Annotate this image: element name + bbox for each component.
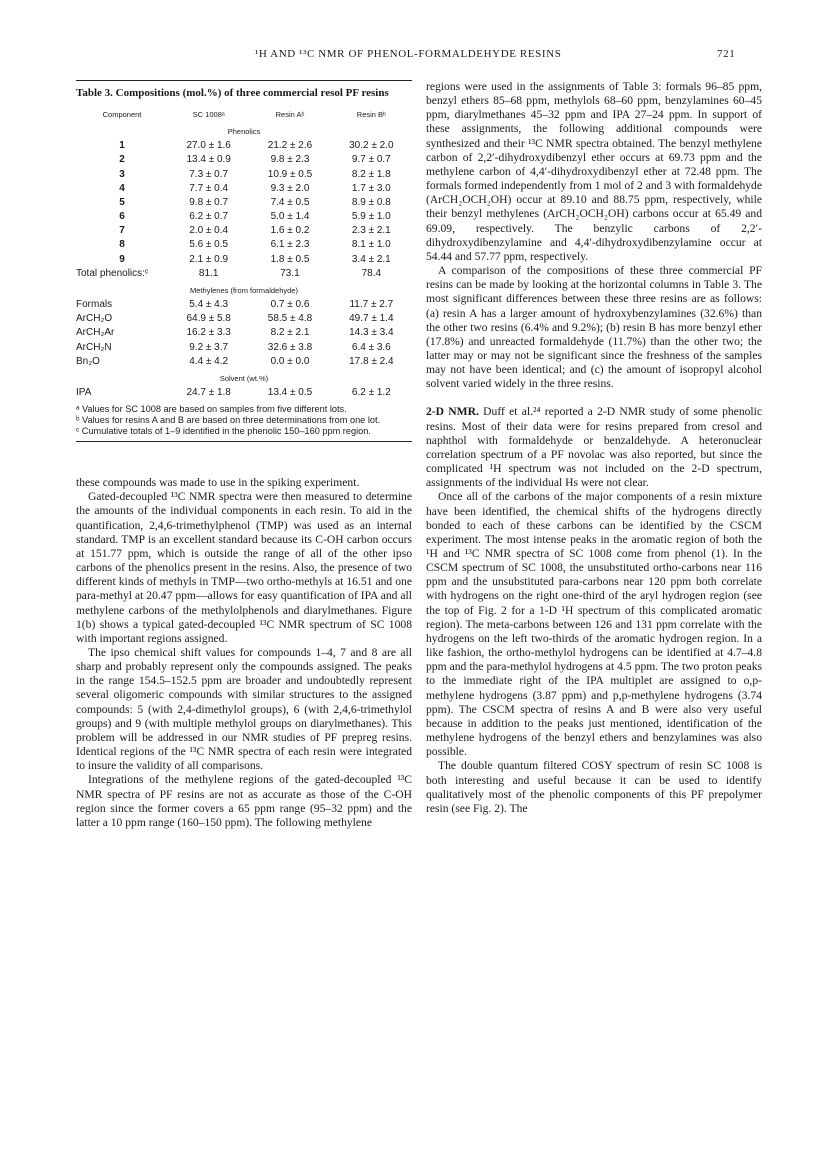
row-label: Total phenolics:ᶜ bbox=[76, 267, 149, 279]
section-2d-paragraph bbox=[426, 405, 762, 490]
table-row bbox=[76, 253, 412, 267]
paragraph: A comparison of the compositions of these three commercial PF resins can be made by looking at the horizontal columns in Table 3. The most significant differences between these three resins are as follows: (a) resin A has a larger amount of hydroxybenzylamines (32.6%) than the other two resins (6.4% and 9.2%); (b) resin B has more benzyl ether (17.8%) and unreacted formaldehyde (11.7%) than the other two; the latter may or may not be significant since the freshness of the samples may not have been identical; and (c) the amount of isopropyl alcohol solvent varied widely in the three resins. bbox=[426, 264, 762, 391]
paragraph: Gated-decoupled ¹³C NMR spectra were then measured to determine the amounts of the individual components in each resin. To aid in the quantification, 2,4,6-trimethylphenol (TMP) was used as an internal standard. TMP is an excellent standard because its C-OH carbon occurs at 151.77 ppm, which is outside the range of all of the other ipso carbons of the phenolics present in the resins. Also, the presence of two different kinds of methyls in TMP—two ortho-methyls at 16.51 and one para-methyl at 20.47 ppm—allows for easy quantification of IPA and all methylene carbons of the methylolphenols and diarylmethanes. Figure 1(b) shows a typical gated-decoupled ¹³C NMR spectrum of SC 1008 with important regions assigned. bbox=[76, 490, 412, 645]
table-row bbox=[76, 168, 412, 182]
table-cell: 81.1 bbox=[198, 267, 219, 279]
row-label: 3 bbox=[119, 168, 125, 180]
running-title: ¹H AND ¹³C NMR OF PHENOL-FORMALDEHYDE RESINS bbox=[255, 48, 562, 60]
table-cell: 9.8 ± 0.7 bbox=[189, 196, 229, 208]
left-column bbox=[76, 80, 412, 830]
row-label: 2 bbox=[119, 154, 125, 166]
table-cell: 11.7 ± 2.7 bbox=[349, 299, 394, 311]
section-label: Phenolics bbox=[227, 127, 261, 137]
row-label: ArCH₂Ar bbox=[76, 327, 115, 339]
table-cell: 13.4 ± 0.9 bbox=[186, 154, 231, 166]
table-cell: 58.5 ± 4.8 bbox=[267, 313, 313, 325]
section-label: Methylenes (from formaldehyde) bbox=[190, 285, 298, 295]
col-header: SC 1008ᵃ bbox=[192, 110, 225, 119]
running-head bbox=[0, 48, 816, 64]
paragraph: Once all of the carbons of the major components of a resin mixture have been identified, the chemical shifts of the hydrogens directly bonded to each of these carbons can be identified by the CSCM experiment. The most intense peaks in the aromatic region of both the ¹H and ¹³C NMR spectra of SC 1008 come from phenol (1). In the CSCM spectrum of SC 1008, the unsubstituted ortho-carbons near 116 ppm and the unsubstituted para-carbons near 120 ppm both correlate with hydrogens on the right one-third of the aryl hydrogen region (see the top of Fig. 2 for a 1-D ¹H spectrum of this complicated aromatic region). The meta-carbons between 126 and 131 ppm correlate with the hydrogens on the left two-thirds of the aromatic hydrogen region. In a like fashion, the ortho-methylol hydrogens can be identified at 4.7–4.8 ppm and the para-methylol hydrogens at 4.5 ppm. The two proton peaks to the immediate right of the IPA multiplet are assigned to o,p-methylene hydrogens (3.87 ppm) and p,p-methylene hydrogens (3.74 ppm). The CSCM spectra of resins A and B were also very useful because in addition to the peaks just mentioned, identification of the methylene hydrogens of the benzyl ethers and benzylamines was also possible. bbox=[426, 490, 762, 759]
right-column bbox=[426, 80, 762, 816]
paragraph: regions were used in the assignments of Table 3: formals 96–85 ppm, benzyl ethers 85–68 ppm, methylols 68–60 ppm, benzylamines 60–45 ppm, diarylmethanes 45–32 ppm and IPA 27–24 ppm. In support of these assignments, the following additional compounds were synthesized and their ¹³C NMR spectra obtained. The benzyl methylene carbon of 2,2′-dihydroxydibenzyl ether occurs at 69.73 ppm and the methylene carbon of 4,4′-dihydroxydibenzyl ether at 72.48 ppm. The formals formed independently from 1 mol of 2 and 3 with formaldehyde (ArCH₂OCH₂OH) occur at 89.10 and 88.75 ppm, respectively, while their benzyl methylenes (ArCH₂OCH₂OH) carbons occur at 65.49 and 69.09, respectively. The benzylic carbons of 2,2′-dihydroxydibenzylamine and 4,4′-dihydroxydibenzylamine occur at 54.44 and 57.77 ppm, respectively. bbox=[426, 80, 762, 263]
table-cell: 9.2 ± 3.7 bbox=[189, 341, 229, 353]
section-heading: 2-D NMR. bbox=[426, 405, 479, 419]
table-cell: 5.6 ± 0.5 bbox=[189, 239, 229, 251]
table-cell: 64.9 ± 5.8 bbox=[186, 313, 231, 325]
section-subheader bbox=[76, 281, 412, 298]
table-cell: 4.4 ± 4.2 bbox=[189, 355, 229, 367]
row-label: ArCH₂N bbox=[76, 341, 112, 353]
paragraph: The ipso chemical shift values for compounds 1–4, 7 and 8 are all sharp and probably represent only the compounds assigned. The peaks in the range 154.5–152.5 ppm are broader and undoubtedly represent several oligomeric compounds with similar structures to the assigned compounds: 5 (with 2,4-dimethylol groups), 6 (with 2,4,6-trimethylol groups) and 9 (with multiple methylol groups on diarylmethanes). This problem will be addressed in our NMR studies of PF prepreg resins. Identical regions of the ¹³C NMR spectra of each resin were integrated to insure the validity of all comparisons. bbox=[76, 646, 412, 773]
table-row bbox=[76, 196, 412, 210]
row-label: Formals bbox=[76, 299, 113, 311]
table-cell: 5.9 ± 1.0 bbox=[351, 211, 391, 223]
table-cell: 78.4 bbox=[361, 267, 382, 279]
footnote: ᵇ Values for resins A and B are based on three determinations from one lot. bbox=[76, 415, 381, 426]
section-subheader bbox=[76, 122, 412, 139]
table-cell: 2.0 ± 0.4 bbox=[189, 225, 229, 237]
table-cell: 0.0 ± 0.0 bbox=[270, 355, 310, 367]
table-row bbox=[76, 210, 412, 224]
footnote: ᶜ Cumulative totals of 1–9 identified in the phenolic 150–160 ppm region. bbox=[76, 426, 371, 437]
table-row bbox=[76, 238, 412, 252]
row-label: 7 bbox=[119, 225, 125, 237]
total-row bbox=[76, 267, 412, 281]
table-row bbox=[76, 355, 412, 369]
table-caption: Table 3. Compositions (mol.%) of three commercial resol PF resins bbox=[76, 87, 389, 99]
table-cell: 16.2 ± 3.3 bbox=[186, 327, 231, 339]
table-footnotes bbox=[76, 404, 412, 437]
table-3 bbox=[76, 80, 412, 442]
paragraph: Integrations of the methylene regions of the gated-decoupled ¹³C NMR spectra of PF resins are not as accurate as those of the C-OH region since the former covers a 65 ppm range (95–32 ppm) and the latter a 10 ppm range (160–150 ppm). The following methylene bbox=[76, 773, 412, 829]
table-row bbox=[76, 312, 412, 326]
table-row bbox=[76, 139, 412, 153]
table-cell: 0.7 ± 0.6 bbox=[270, 299, 310, 311]
row-label: Bn₂O bbox=[76, 355, 100, 367]
table-row bbox=[76, 298, 412, 312]
table-header-row bbox=[76, 108, 412, 122]
section-text: Duff et al.²⁴ reported a 2-D NMR study of some phenolic resins. Most of their data were for resins prepared from cresol and naphthol with formaldehyde or benzaldehyde. A heteronuclear correlation spectrum of a PF novolac was also reported, but since the complicated ¹H spectrum was not included on the 2-D spectrum, assignments of the individual Hs were not clear. bbox=[426, 405, 762, 490]
table-body bbox=[76, 122, 412, 400]
table-cell: 1.6 ± 0.2 bbox=[270, 225, 310, 237]
table-cell: 13.4 ± 0.5 bbox=[267, 386, 313, 398]
table-cell: 14.3 ± 3.4 bbox=[349, 327, 394, 339]
table-cell: 30.2 ± 2.0 bbox=[349, 140, 394, 152]
table-cell: 1.8 ± 0.5 bbox=[270, 253, 310, 265]
table-cell: 9.7 ± 0.7 bbox=[351, 154, 391, 166]
paragraph: The double quantum filtered COSY spectrum of resin SC 1008 is both interesting and useful because it can be used to identify qualitatively most of the phenolic components of this PF prepolymer resin (see Fig. 2). The bbox=[426, 759, 762, 815]
row-label: ArCH₂O bbox=[76, 313, 113, 325]
table-cell: 9.3 ± 2.0 bbox=[270, 182, 310, 194]
table-cell: 21.2 ± 2.6 bbox=[267, 140, 313, 152]
section-subheader bbox=[76, 369, 412, 386]
paragraph: these compounds was made to use in the spiking experiment. bbox=[76, 476, 360, 490]
table-cell: 8.9 ± 0.8 bbox=[351, 196, 391, 208]
table-cell: 24.7 ± 1.8 bbox=[186, 386, 231, 398]
table-cell: 10.9 ± 0.5 bbox=[267, 168, 313, 180]
page-number: 721 bbox=[717, 48, 736, 60]
table-cell: 7.7 ± 0.4 bbox=[189, 182, 229, 194]
table-row bbox=[76, 386, 412, 400]
table-row bbox=[76, 224, 412, 238]
table-cell: 3.4 ± 2.1 bbox=[351, 253, 391, 265]
table-row bbox=[76, 341, 412, 355]
table-cell: 49.7 ± 1.4 bbox=[349, 313, 394, 325]
row-label: 6 bbox=[119, 211, 125, 223]
table-cell: 73.1 bbox=[280, 267, 300, 279]
table-cell: 8.2 ± 1.8 bbox=[351, 168, 391, 180]
row-label: 9 bbox=[119, 253, 125, 265]
table-cell: 27.0 ± 1.6 bbox=[186, 140, 231, 152]
table-cell: 9.8 ± 2.3 bbox=[270, 154, 310, 166]
table-cell: 17.8 ± 2.4 bbox=[349, 355, 394, 367]
table-cell: 6.1 ± 2.3 bbox=[270, 239, 310, 251]
row-label: 1 bbox=[119, 140, 125, 152]
col-header: Resin Aᵇ bbox=[275, 110, 305, 119]
section-label: Solvent (wt.%) bbox=[219, 373, 269, 383]
row-label: 8 bbox=[119, 239, 125, 251]
table-cell: 5.0 ± 1.4 bbox=[270, 211, 310, 223]
table-cell: 2.1 ± 0.9 bbox=[189, 253, 229, 265]
table-cell: 1.7 ± 3.0 bbox=[351, 182, 391, 194]
row-label: IPA bbox=[76, 386, 92, 398]
footnote: ᵃ Values for SC 1008 are based on samples from five different lots. bbox=[76, 404, 347, 415]
table-cell: 6.2 ± 1.2 bbox=[351, 386, 391, 398]
table-cell: 8.2 ± 2.1 bbox=[270, 327, 310, 339]
col-header: Resin Bᵇ bbox=[356, 110, 386, 119]
table-cell: 6.2 ± 0.7 bbox=[189, 211, 229, 223]
table-row bbox=[76, 153, 412, 167]
row-label: 4 bbox=[119, 182, 125, 194]
table-cell: 7.3 ± 0.7 bbox=[189, 168, 229, 180]
col-header: Component bbox=[102, 110, 142, 119]
row-label: 5 bbox=[119, 196, 125, 208]
table-row bbox=[76, 182, 412, 196]
table-cell: 7.4 ± 0.5 bbox=[270, 196, 310, 208]
table-cell: 8.1 ± 1.0 bbox=[351, 239, 391, 251]
table-cell: 32.6 ± 3.8 bbox=[267, 341, 313, 353]
table-cell: 5.4 ± 4.3 bbox=[189, 299, 229, 311]
table-row bbox=[76, 326, 412, 340]
table-cell: 6.4 ± 3.6 bbox=[351, 341, 391, 353]
table-cell: 2.3 ± 2.1 bbox=[351, 225, 391, 237]
composition-table bbox=[76, 108, 412, 400]
